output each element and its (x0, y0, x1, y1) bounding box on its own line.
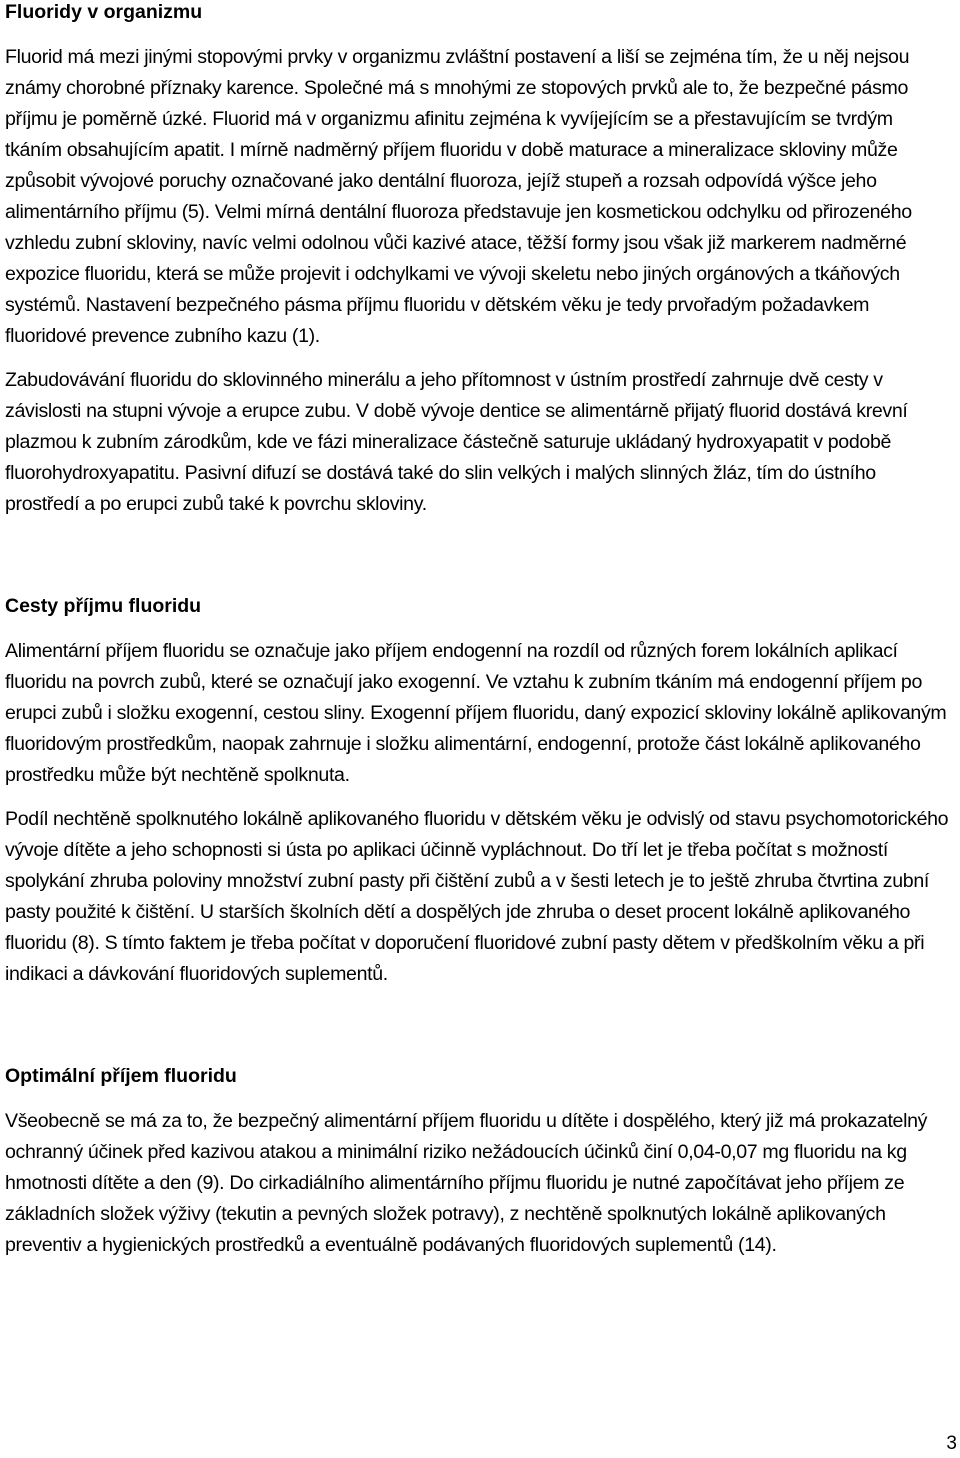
document-page (5, 0, 953, 1261)
paragraph: Fluorid má mezi jinými stopovými prvky v organizmu zvláštní postavení a liší se zejména tím, že u něj nejsou známy chorobné příznaky karence. Společné má s mnohými ze stopových prvků ale to, že bezpečné pásmo příjmu je poměrně úzké. Fluorid má v organizmu afinitu zejména k vyvíjejícím se a přestavujícím se tvrdým tkáním obsahujícím apatit. I mírně nadměrný příjem fluoridu v době maturace a mineralizace skloviny může způsobit vývojové poruchy označované jako dentální fluoroza, jejíž stupeň a rozsah odpovídá výšce jeho alimentárního příjmu (5). Velmi mírná dentální fluoroza představuje jen kosmetickou odchylku od přirozeného vzhledu zubní skloviny, navíc velmi odolnou vůči kazivé atace, těžší formy jsou však již markerem nadměrné expozice fluoridu, která se může projevit i odchylkami ve vývoji skeletu nebo jiných orgánových a tkáňových systémů. Nastavení bezpečného pásma příjmu fluoridu v dětském věku je tedy prvořadým požadavkem fluoridové prevence zubního kazu (1). (5, 46, 912, 347)
section-heading: Cesty příjmu fluoridu (5, 595, 202, 617)
section-heading: Fluoridy v organizmu (5, 1, 203, 23)
section-fluoridy-v-organizmu (5, 0, 953, 520)
paragraph: Zabudovávání fluoridu do sklovinného minerálu a jeho přítomnost v ústním prostředí zahrnuje dvě cesty v závislosti na stupni vývoje a erupce zubu. V době vývoje dentice se alimentárně přijatý fluorid dostává krevní plazmou k zubním zárodkům, kde ve fázi mineralizace částečně saturuje ukládaný hydroxyapatit v podobě fluorohydroxyapatitu. Pasivní difuzí se dostává také do slin velkých i malých slinných žláz, tím do ústního prostředí a po erupci zubů také k povrchu skloviny. (5, 369, 908, 515)
section-heading: Optimální příjem fluoridu (5, 1065, 237, 1087)
paragraph: Všeobecně se má za to, že bezpečný alimentární příjem fluoridu u dítěte i dospělého, který již má prokazatelný ochranný účinek před kazivou atakou a minimální riziko nežádoucích účinků činí 0,04-0,07 mg fluoridu na kg hmotnosti dítěte a den (9). Do cirkadiálního alimentárního příjmu fluoridu je nutné započítávat jeho příjem ze základních složek výživy (tekutin a pevných složek potravy), z nechtěně spolknutých lokálně aplikovaných preventiv a hygienických prostředků a eventuálně podávaných fluoridových suplementů (14). (5, 1110, 928, 1256)
paragraph: Alimentární příjem fluoridu se označuje jako příjem endogenní na rozdíl od různých forem lokálních aplikací fluoridu na povrch zubů, které se označují jako exogenní. Ve vztahu k zubním tkáním má endogenní příjem po erupci zubů i složku exogenní, cestou sliny. Exogenní příjem fluoridu, daný expozicí skloviny lokálně aplikovaným fluoridovým prostředkům, naopak zahrnuje i složku alimentární, endogenní, protože část lokálně aplikovaného prostředku může být nechtěně spolknuta. (5, 640, 947, 786)
page-number: 3 (946, 1433, 957, 1454)
paragraph: Podíl nechtěně spolknutého lokálně aplikovaného fluoridu v dětském věku je odvislý od stavu psychomotorického vývoje dítěte a jeho schopnosti si ústa po aplikaci účinně vypláchnout. Do tří let je třeba počítat s možností spolykání zhruba poloviny množství zubní pasty při čištění zubů a v šesti letech je to ještě zhruba čtvrtina zubní pasty použité k čištění. U starších školních dětí a dospělých jde zhruba o deset procent lokálně aplikovaného fluoridu (8). S tímto faktem je třeba počítat v doporučení fluoridové zubní pasty dětem v předškolním věku a při indikaci a dávkování fluoridových suplementů. (5, 808, 949, 985)
section-optimalni-prijem-fluoridu (5, 1064, 953, 1261)
section-cesty-prijmu-fluoridu (5, 594, 953, 990)
